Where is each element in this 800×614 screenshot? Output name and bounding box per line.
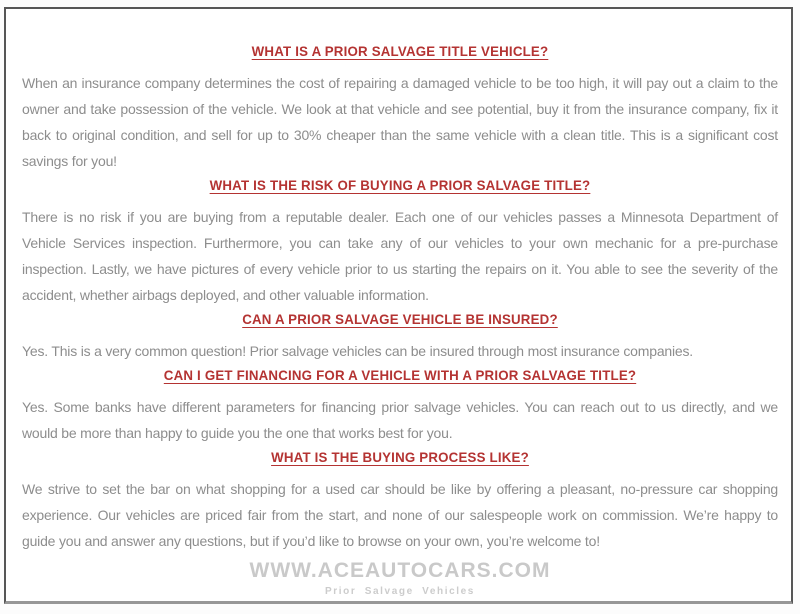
faq-answer-4: Yes. Some banks have different parameters for financing prior salvage vehicles. You can reach out to us directly, and we would be more than happy to guide you the one that works best for you. [22,399,778,441]
faq-answer-3: Yes. This is a very common question! Prior salvage vehicles can be insured through most insurance companies. [22,343,693,359]
faq-question-5: WHAT IS THE BUYING PROCESS LIKE? [271,449,529,465]
faq-answer-5: We strive to set the bar on what shopping for a used car should be like by offering a pleasant, no-pressure car shopping experience. Our vehicles are priced fair from the start, and none of our salespeople work on commission. We’re happy to guide you and answer any questions, but if you’d like to browse on your own, you’re welcome to! [22,481,778,549]
watermark-url: WWW.ACEAUTOCARS.COM [249,559,551,582]
document-page [4,7,793,604]
faq-question-1: WHAT IS A PRIOR SALVAGE TITLE VEHICLE? [251,43,549,59]
faq-question-2: WHAT IS THE RISK OF BUYING A PRIOR SALVAGE TITLE? [209,177,591,193]
watermark-tagline: Prior Salvage Vehicles [325,586,475,597]
faq-answer-1: When an insurance company determines the cost of repairing a damaged vehicle to be too high, it will pay out a claim to the owner and take possession of the vehicle. We look at that vehicle and see potential, buy it from the insurance company, fix it back to original condition, and sell for up to 30% cheaper than the same vehicle with a clean title. This is a significant cost savings for you! [22,75,778,169]
faq-question-4: CAN I GET FINANCING FOR A VEHICLE WITH A PRIOR SALVAGE TITLE? [163,367,637,383]
faq-answer-2: There is no risk if you are buying from a reputable dealer. Each one of our vehicles passes a Minnesota Department of Vehicle Services inspection. Furthermore, you can take any of our vehicles to your own mechanic for a pre-purchase inspection. Lastly, we have pictures of every vehicle prior to us starting the repairs on it. You able to see the severity of the accident, whether airbags deployed, and other valuable information. [22,209,778,303]
watermark [22,560,778,598]
faq-question-3: CAN A PRIOR SALVAGE VEHICLE BE INSURED? [242,311,558,327]
